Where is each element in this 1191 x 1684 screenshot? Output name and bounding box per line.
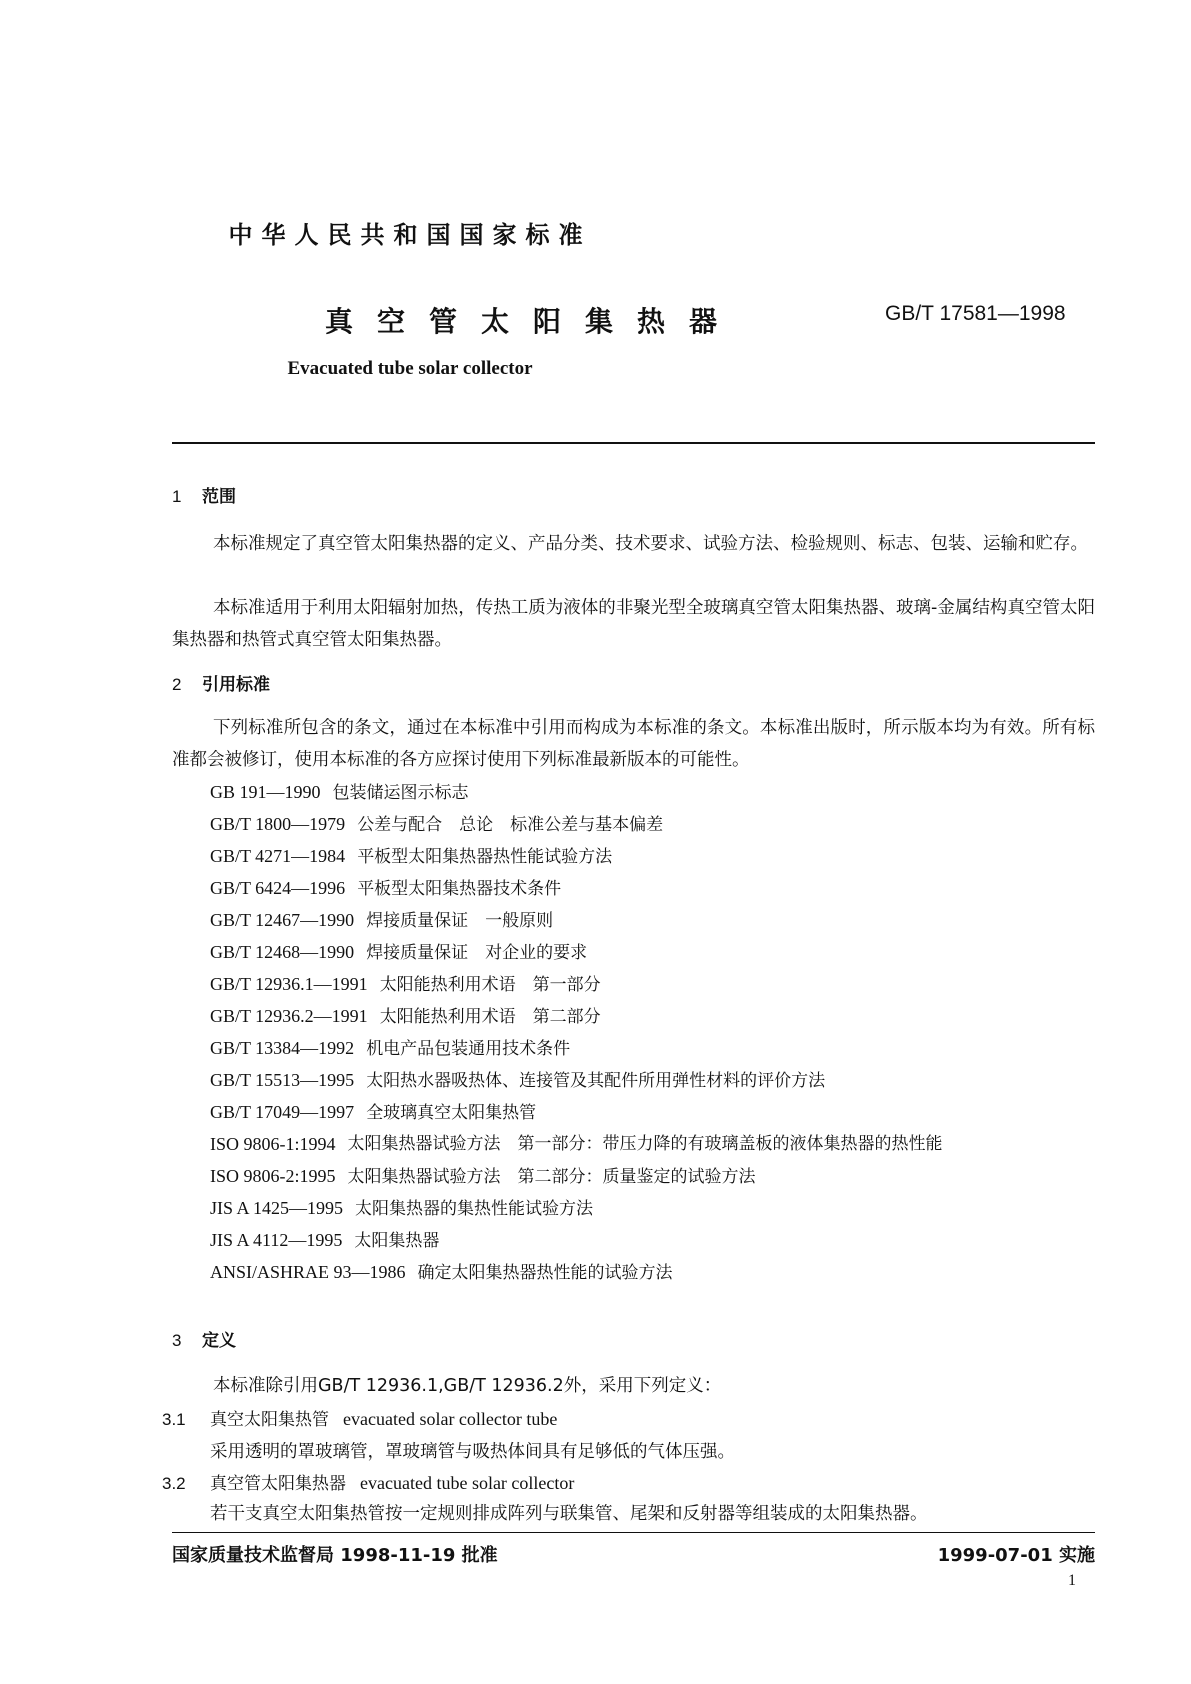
list-item [210,936,1100,968]
ref-title: 包装储运图示标志 [332,783,469,803]
ref-title: 太阳集热器试验方法 第一部分：带压力降的有玻璃盖板的液体集热器的热性能 [347,1134,943,1154]
ref-title: 焊接质量保证 一般原则 [366,911,554,931]
ref-title: 太阳集热器的集热性能试验方法 [355,1199,594,1219]
ref-title: 平板型太阳集热器技术条件 [357,879,562,899]
list-item [210,1192,1100,1224]
list-item [210,808,1100,840]
section-3-title: 定义 [202,1331,236,1351]
term-cn: 真空太阳集热管 [210,1410,329,1430]
definition-3-1-term [162,1405,557,1430]
definition-3-2-term [162,1469,574,1494]
approval-date: 国家质量技术监督局 1998-11-19 批准 [172,1545,498,1566]
section-1-paragraph-1: 本标准规定了真空管太阳集热器的定义、产品分类、技术要求、试验方法、检验规则、标志、包装、运输和贮存。 [213,534,1088,554]
section-1-title: 范围 [202,487,236,507]
header-divider [172,442,1095,444]
section-2-number: 2 [172,675,182,694]
ref-code: GB/T 12468—1990 [210,942,355,962]
section-2-title: 引用标准 [202,675,270,695]
list-item [210,1000,1100,1032]
list-item [210,1256,1100,1288]
ref-title: 确定太阳集热器热性能的试验方法 [417,1263,673,1283]
list-item [210,872,1100,904]
list-item [210,968,1100,1000]
page-number: 1 [1068,1572,1076,1589]
list-item [210,776,1100,808]
ref-code: GB 191—1990 [210,782,321,802]
definition-number: 3.1 [162,1410,186,1429]
ref-title: 平板型太阳集热器热性能试验方法 [357,847,613,867]
ref-code: GB/T 12936.1—1991 [210,974,368,994]
section-1-heading [172,482,236,507]
list-item [210,1224,1100,1256]
section-1-paragraph-2: 本标准适用于利用太阳辐射加热，传热工质为液体的非聚光型全玻璃真空管太阳集热器、玻璃-金属结构真空管太阳集热器和热管式真空管太阳集热器。 [172,598,1095,650]
list-item [210,904,1100,936]
list-item [210,1128,1100,1160]
ref-code: JIS A 4112—1995 [210,1230,343,1250]
ref-title: 太阳热水器吸热体、连接管及其配件所用弹性材料的评价方法 [366,1071,826,1091]
ref-title: 太阳集热器试验方法 第二部分：质量鉴定的试验方法 [347,1167,756,1187]
ref-title: 太阳集热器 [354,1231,440,1251]
ref-code: GB/T 12467—1990 [210,910,355,930]
ref-code: GB/T 15513—1995 [210,1070,355,1090]
ref-code: ISO 9806-1:1994 [210,1134,336,1154]
ref-code: GB/T 1800—1979 [210,814,346,834]
reference-list [210,776,1100,1288]
list-item [210,1096,1100,1128]
definition-number: 3.2 [162,1474,186,1493]
ref-title: 全玻璃真空太阳集热管 [366,1103,537,1123]
ref-title: 太阳能热利用术语 第二部分 [379,1007,601,1027]
ref-code: GB/T 13384—1992 [210,1038,355,1058]
ref-code: GB/T 17049—1997 [210,1102,355,1122]
ref-code: ANSI/ASHRAE 93—1986 [210,1262,406,1282]
ref-code: ISO 9806-2:1995 [210,1166,336,1186]
definition-3-2-text: 若干支真空太阳集热管按一定规则排成阵列与联集管、尾架和反射器等组装成的太阳集热器。 [210,1504,928,1524]
ref-title: 太阳能热利用术语 第一部分 [379,975,601,995]
implementation-date: 1999-07-01 实施 [937,1545,1095,1566]
document-title-en: Evacuated tube solar collector [287,358,533,379]
section-2-heading [172,670,270,695]
list-item [210,1064,1100,1096]
ref-title: 焊接质量保证 对企业的要求 [366,943,588,963]
list-item [210,840,1100,872]
list-item [210,1032,1100,1064]
section-1-number: 1 [172,487,182,506]
ref-code: GB/T 6424—1996 [210,878,346,898]
term-cn: 真空管太阳集热器 [210,1474,346,1494]
ref-code: GB/T 12936.2—1991 [210,1006,368,1026]
section-2-intro: 下列标准所包含的条文，通过在本标准中引用而构成为本标准的条文。本标准出版时，所示版本均为有效。所有标准都会被修订，使用本标准的各方应探讨使用下列标准最新版本的可能性。 [172,718,1095,770]
national-standard-heading: 中华人民共和国国家标准 [228,221,592,249]
ref-code: JIS A 1425—1995 [210,1198,344,1218]
list-item [210,1160,1100,1192]
definition-3-1-text: 采用透明的罩玻璃管，罩玻璃管与吸热体间具有足够低的气体压强。 [210,1442,735,1462]
section-3-heading [172,1326,236,1351]
section-3-intro: 本标准除引用GB/T 12936.1,GB/T 12936.2外，采用下列定义： [213,1376,722,1396]
ref-title: 公差与配合 总论 标准公差与基本偏差 [357,815,664,835]
ref-title: 机电产品包装通用技术条件 [366,1039,571,1059]
document-title-cn: 真空管太阳集热器 [325,305,742,338]
footer-divider [172,1532,1095,1533]
term-en: evacuated tube solar collector [360,1473,575,1493]
term-en: evacuated solar collector tube [343,1409,558,1429]
section-3-number: 3 [172,1331,182,1350]
ref-code: GB/T 4271—1984 [210,846,346,866]
standard-number: GB/T 17581—1998 [885,302,1066,325]
